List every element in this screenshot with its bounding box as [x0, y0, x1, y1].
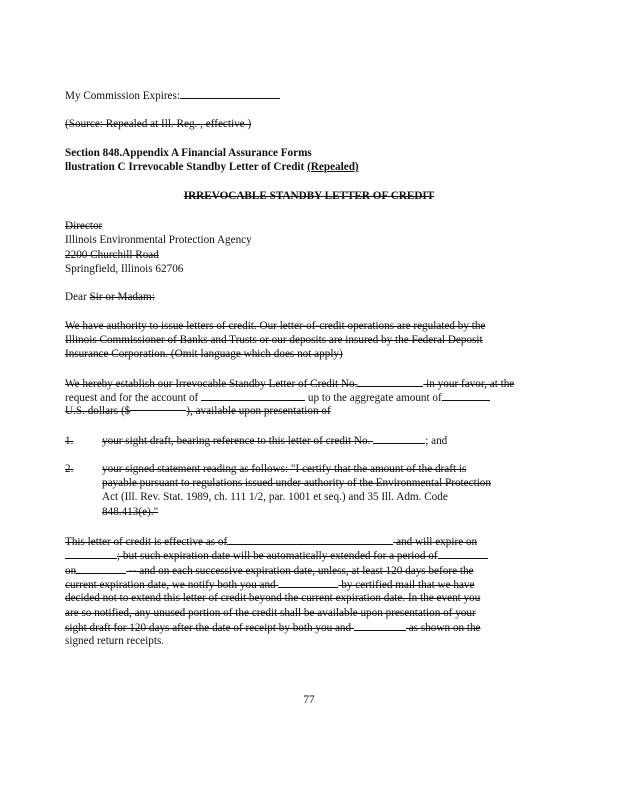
para3-line-5: decided not to extend this letter of credit beyond the current expiration date. In the event you: [65, 592, 481, 604]
para3-line-2: ; but such expiration date will be automatically extended for a period of: [65, 548, 488, 564]
address-line-4: Springfield, Illinois 62706: [65, 263, 184, 275]
para3-line-8: signed return receipts.: [65, 635, 165, 647]
item-1: 1. your sight draft, bearing reference to this letter of credit No. ; and: [65, 435, 448, 447]
para3-line-1: This letter of credit is effective as of and will expire on: [65, 536, 478, 548]
para3-line-4: current expiration date, we notify both you and by certified mail that we have: [65, 579, 475, 591]
para3-line-6: are so notified, any unused portion of the credit shall be available upon presentation of your: [65, 607, 476, 619]
para1-line-2: Illinois Commissioner of Banks and Trusts or our deposits are insured by the Federal Deposit: [65, 334, 483, 346]
para3-line-7: sight draft for 120 days after the date of receipt by both you and as shown on the: [65, 622, 481, 634]
item-2-line-3: Act (Ill. Rev. Stat. 1989, ch. 111 1/2, par. 1001 et seq.) and 35 Ill. Adm. Code: [102, 491, 448, 503]
address-line-1: Director: [65, 220, 103, 232]
item-2: 2. your signed statement reading as follows: "I certify that the amount of the draft is: [65, 463, 467, 475]
salutation: Dear Sir or Madam:: [65, 291, 155, 303]
address-line-2: Illinois Environmental Protection Agency: [65, 234, 252, 246]
repealed-tag: (Repealed): [307, 161, 359, 173]
item-2-line-2: payable pursuant to regulations issued under authority of the Environmental Protection: [102, 477, 491, 489]
source-line: (Source: Repealed at Ill. Reg. , effective ): [65, 118, 252, 130]
para2-line-1: We hereby establish our Irrevocable Standby Letter of Credit No. in your favor, at the: [65, 378, 515, 390]
para1-line-3: Insurance Corporation. (Omit language which does not apply): [65, 348, 343, 360]
document-title: IRREVOCABLE STANDBY LETTER OF CREDIT: [183, 190, 435, 202]
section-heading: Section 848.Appendix A Financial Assurance Forms: [65, 147, 312, 159]
commission-blank: [180, 88, 280, 99]
illustration-heading: llustration C Irrevocable Standby Letter of Credit (Repealed): [65, 161, 359, 173]
para3-line-3: on -- and on each successive expiration date, unless, at least 120 days before the: [65, 565, 474, 577]
para2-line-3: U.S. dollars ($ ), available upon presentation of: [65, 405, 331, 417]
para1-line-1: We have authority to issue letters of credit. Our letter-of-credit operations are regulated by the: [65, 320, 486, 332]
page-number: 77: [303, 694, 315, 706]
address-line-3: 2200 Churchill Road: [65, 249, 159, 261]
commission-expires-line: My Commission Expires:: [65, 88, 280, 104]
item-2-line-4: 848.413(e).": [102, 506, 159, 518]
para2-line-2: request and for the account of up to the aggregate amount of: [65, 390, 490, 406]
